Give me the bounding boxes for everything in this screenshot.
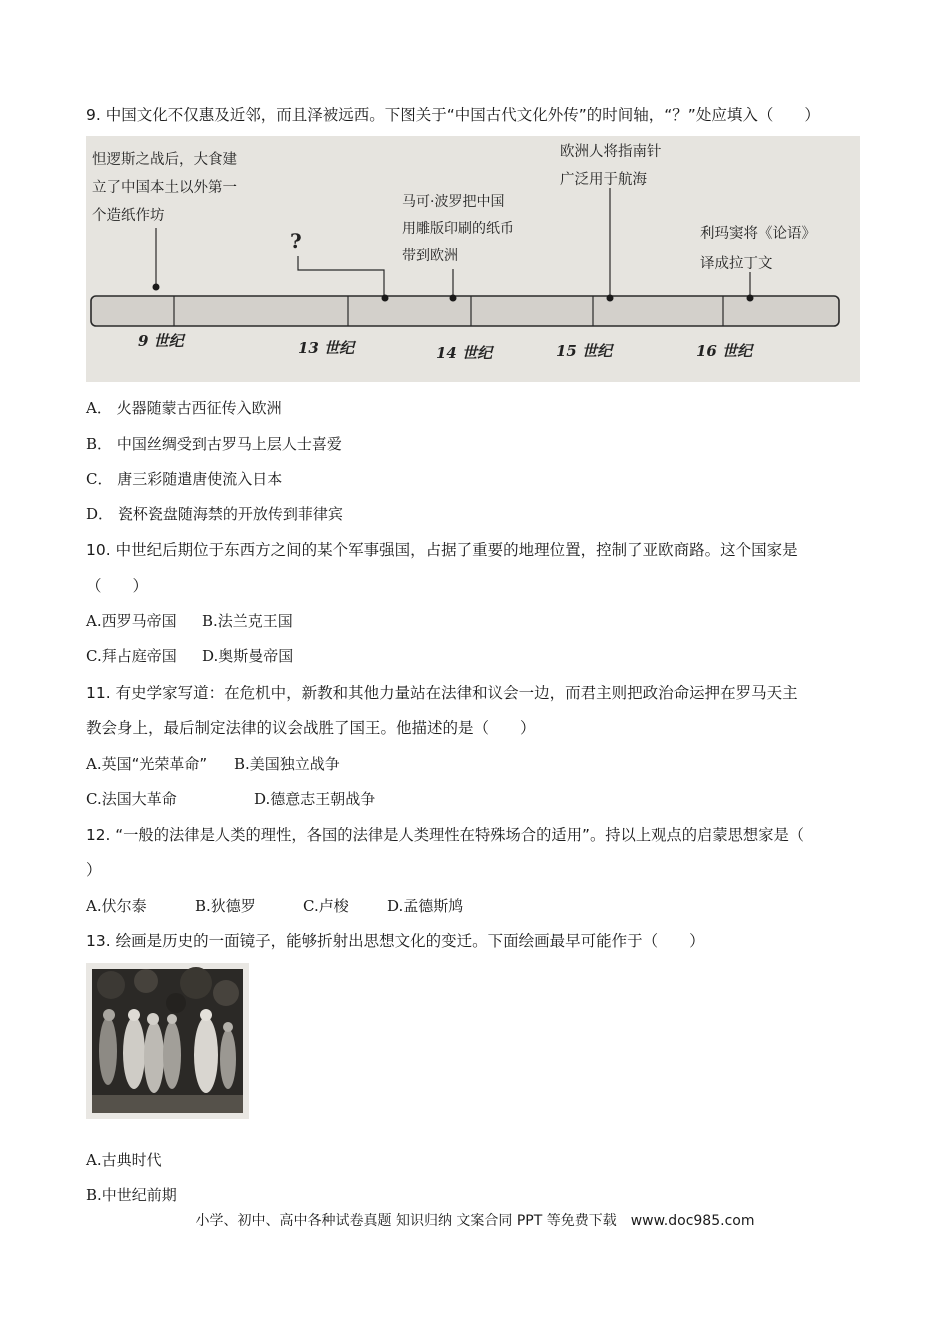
event-label-14c: 马可·波罗把中国 用雕版印刷的纸币 带到欧洲 xyxy=(402,194,514,264)
century-label: 15 世纪 xyxy=(556,342,613,360)
q12-option-c[interactable] xyxy=(303,896,349,916)
option-text: 伏尔泰 xyxy=(101,897,147,915)
century-label: 13 世纪 xyxy=(298,339,355,357)
q11-stem-cont: 教会身上，最后制定法律的议会战胜了国王。他描述的是（ ） xyxy=(86,719,536,737)
option-text: 唐三彩随遣唐使流入日本 xyxy=(117,470,283,488)
q13-option-b[interactable] xyxy=(86,1185,177,1205)
page-footer: 小学、初中、高中各种试卷真题 知识归纳 文案合同 PPT 等免费下载 www.doc985.com xyxy=(195,1213,755,1229)
q10-stem: 10. 中世纪后期位于东西方之间的某个军事强国，占据了重要的地理位置，控制了亚欧商路。这个国家是 xyxy=(86,541,798,559)
event-dot xyxy=(382,295,389,302)
option-text: 狄德罗 xyxy=(210,897,256,915)
option-letter: D. xyxy=(254,790,271,808)
q11-stem: 11. 有史学家写道：在危机中，新教和其他力量站在法律和议会一边，而君主则把政治命运押在罗马天主 xyxy=(86,684,798,702)
option-text: 火器随蒙古西征传入欧洲 xyxy=(116,399,282,417)
option-text: 中世纪前期 xyxy=(101,1186,177,1204)
option-text: 拜占庭帝国 xyxy=(101,647,177,665)
q9-option-b[interactable] xyxy=(86,434,342,454)
q12-stem: 12. “一般的法律是人类的理性，各国的法律是人类理性在特殊场合的适用”。持以上观点的启蒙思想家是（ xyxy=(86,826,805,844)
option-letter: D. xyxy=(202,647,219,665)
option-letter: C. xyxy=(86,647,102,665)
option-letter: B. xyxy=(202,612,218,630)
q10-option-c[interactable] xyxy=(86,646,177,666)
q9-option-c[interactable] xyxy=(86,469,282,489)
event-label-question: ? xyxy=(290,229,302,253)
event-dot xyxy=(450,295,457,302)
option-text: 英国“光荣革命” xyxy=(101,755,208,773)
option-letter: B. xyxy=(86,1186,102,1204)
q13-stem: 13. 绘画是历史的一面镜子，能够折射出思想文化的变迁。下面绘画最早可能作于（ ） xyxy=(86,932,705,950)
q10-option-b[interactable] xyxy=(202,611,293,631)
option-letter: A． xyxy=(86,399,112,417)
option-letter: B. xyxy=(195,897,211,915)
q13-option-a[interactable] xyxy=(86,1150,162,1170)
event-dot xyxy=(153,284,160,291)
event-label-16c: 利玛窦将《论语》 译成拉丁文 xyxy=(700,226,816,272)
timeline-figure xyxy=(86,136,860,382)
option-text: 奥斯曼帝国 xyxy=(218,647,294,665)
option-letter: B. xyxy=(234,755,250,773)
q10-stem-cont: （ ） xyxy=(86,577,149,595)
option-letter: D． xyxy=(86,505,114,523)
event-label-15c: 欧洲人将指南针 广泛用于航海 xyxy=(560,144,662,188)
option-letter: C. xyxy=(86,790,102,808)
q11-option-c[interactable] xyxy=(86,789,177,809)
q11-option-a[interactable] xyxy=(86,754,207,774)
q10-option-a[interactable] xyxy=(86,611,177,631)
event-label-9c: 怛逻斯之战后，大食建 立了中国本土以外第一 个造纸作坊 xyxy=(92,152,237,224)
century-label: 16 世纪 xyxy=(696,342,753,360)
painting-image xyxy=(86,963,249,1119)
option-text: 孟德斯鸠 xyxy=(403,897,464,915)
q11-option-d[interactable] xyxy=(254,789,375,809)
option-letter: A. xyxy=(86,755,102,773)
option-text: 卢梭 xyxy=(318,897,349,915)
option-text: 中国丝绸受到古罗马上层人士喜爱 xyxy=(116,435,342,453)
q12-stem-cont: ） xyxy=(86,861,102,879)
option-letter: B． xyxy=(86,435,113,453)
q12-option-b[interactable] xyxy=(195,896,256,916)
option-text: 法国大革命 xyxy=(101,790,177,808)
q11-option-b[interactable] xyxy=(234,754,340,774)
century-label: 9 世纪 xyxy=(138,332,184,350)
q10-option-d[interactable] xyxy=(202,646,293,666)
option-letter: D. xyxy=(387,897,404,915)
event-dot xyxy=(607,295,614,302)
option-letter: C． xyxy=(86,470,113,488)
q12-option-d[interactable] xyxy=(387,896,463,916)
option-letter: A. xyxy=(86,1151,102,1169)
option-letter: A. xyxy=(86,612,102,630)
century-label: 14 世纪 xyxy=(436,344,493,362)
option-text: 西罗马帝国 xyxy=(101,612,177,630)
option-text: 瓷杯瓷盘随海禁的开放传到菲律宾 xyxy=(117,505,343,523)
option-letter: C. xyxy=(303,897,319,915)
q9-stem: 9. 中国文化不仅惠及近邻，而且泽被远西。下图关于“中国古代文化外传”的时间轴，“？”处应填入（ ） xyxy=(86,106,820,124)
q9-option-a[interactable] xyxy=(86,398,282,418)
q9-option-d[interactable] xyxy=(86,504,343,524)
option-text: 德意志王朝战争 xyxy=(270,790,376,808)
option-text: 美国独立战争 xyxy=(249,755,340,773)
option-text: 法兰克王国 xyxy=(217,612,293,630)
timeline-bar xyxy=(91,296,839,326)
option-letter: A. xyxy=(86,897,102,915)
option-text: 古典时代 xyxy=(101,1151,162,1169)
q12-option-a[interactable] xyxy=(86,896,147,916)
event-dot xyxy=(747,295,754,302)
